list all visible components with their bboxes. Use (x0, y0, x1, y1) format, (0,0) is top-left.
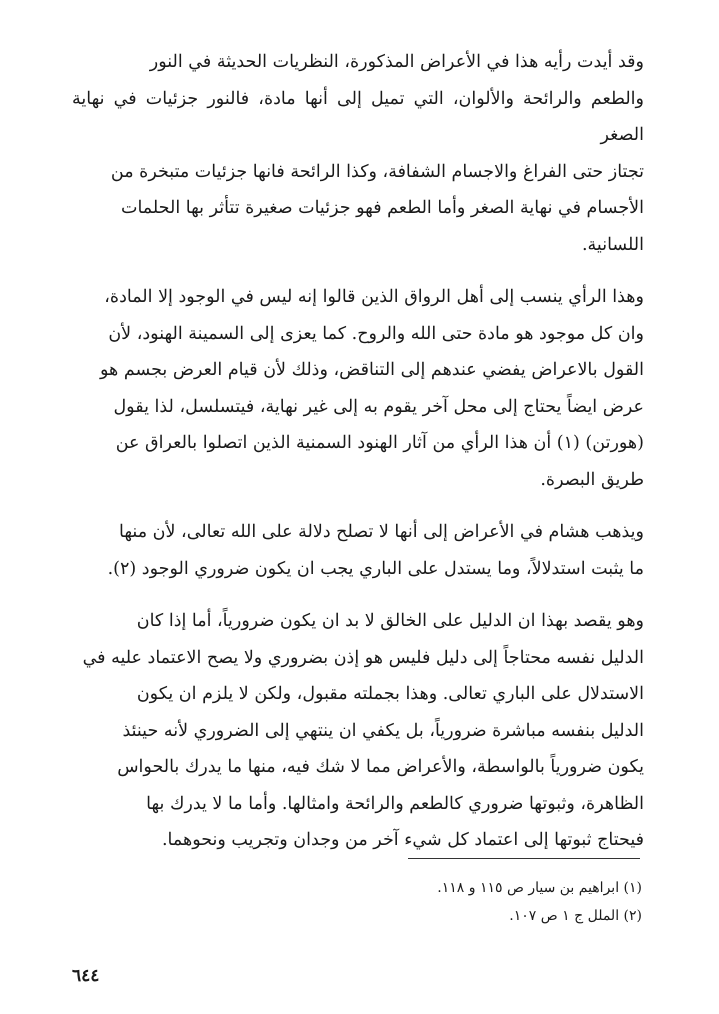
paragraph-3 (72, 514, 644, 587)
text-line: الاستدلال على الباري تعالى. وهذا بجملته مقبول، ولكن لا يلزم ان يكون (136, 684, 644, 704)
text-line: وقد أيدت رأيه هذا في الأعراض المذكورة، النظريات الحديثة في النور (149, 52, 644, 72)
text-line: ويذهب هشام في الأعراض إلى أنها لا تصلح دلالة على الله تعالى، لأن منها (119, 522, 644, 542)
text-line: والطعم والرائحة والألوان، التي تميل إلى أنها مادة، فالنور جزئيات في نهاية الصغر (72, 88, 644, 145)
text-line: الظاهرة، وثبوتها ضروري كالطعم والرائحة وامثالها. وأما ما لا يدرك بها (146, 793, 644, 814)
text-line: يكون ضرورياً بالواسطة، والأعراض مما لا شك فيه، منها ما يدرك بالحواس (117, 757, 644, 777)
footnote-1: (١) ابراهيم بن سيار ص ١١٥ و ١١٨. (437, 880, 642, 896)
paragraph-4 (72, 603, 644, 859)
footnote-2: (٢) الملل ج ١ ص ١٠٧. (509, 908, 642, 924)
text-line: ما يثبت استدلالاً، وما يستدل على الباري يجب ان يكون ضروري الوجود (٢). (107, 558, 644, 579)
text-line: عرض ايضاً يحتاج إلى محل آخر يقوم به إلى غير نهاية، فيتسلسل، لذا يقول (113, 396, 644, 417)
text-line: طريق البصرة. (540, 469, 644, 490)
main-text (72, 44, 644, 875)
text-line: فيحتاج ثبوتها إلى اعتماد كل شيء آخر من وجدان وتجريب ونحوهما. (161, 830, 644, 850)
paragraph-1 (72, 44, 644, 263)
text-line: الدليل نفسه محتاجاً إلى دليل فليس هو إذن بضروري ولا يصح الاعتماد عليه في (82, 647, 644, 668)
text-line: اللسانية. (581, 234, 644, 255)
text-line: الأجسام في نهاية الصغر وأما الطعم فهو جزئيات صغيرة تتأثر بها الحلمات (120, 198, 644, 218)
paragraph-2 (72, 279, 644, 498)
text-line: القول بالاعراض يفضي عندهم إلى التناقض، وذلك لأن قيام العرض بجسم هو (100, 360, 644, 380)
text-line: تجتاز حتى الفراغ والاجسام الشفافة، وكذا الرائحة فانها جزئيات متبخرة من (110, 161, 644, 182)
page-number: ٦٤٤ (72, 966, 100, 986)
footnote-separator (408, 858, 640, 859)
text-line: (هورتن) (١) أن هذا الرأي من آثار الهنود السمنية الذين اتصلوا بالعراق عن (115, 433, 644, 453)
text-line: الدليل بنفسه مباشرة ضرورياً، بل يكفي ان ينتهي إلى الضروري لأنه حينئذ (122, 720, 644, 741)
text-line: وهذا الرأي ينسب إلى أهل الرواق الذين قالوا إنه ليس في الوجود إلا المادة، (104, 287, 644, 307)
text-line: وهو يقصد بهذا ان الدليل على الخالق لا بد ان يكون ضرورياً، أما إذا كان (136, 611, 644, 631)
text-line: وان كل موجود هو مادة حتى الله والروح. كما يعزى إلى السمينة الهنود، لأن (108, 323, 644, 344)
